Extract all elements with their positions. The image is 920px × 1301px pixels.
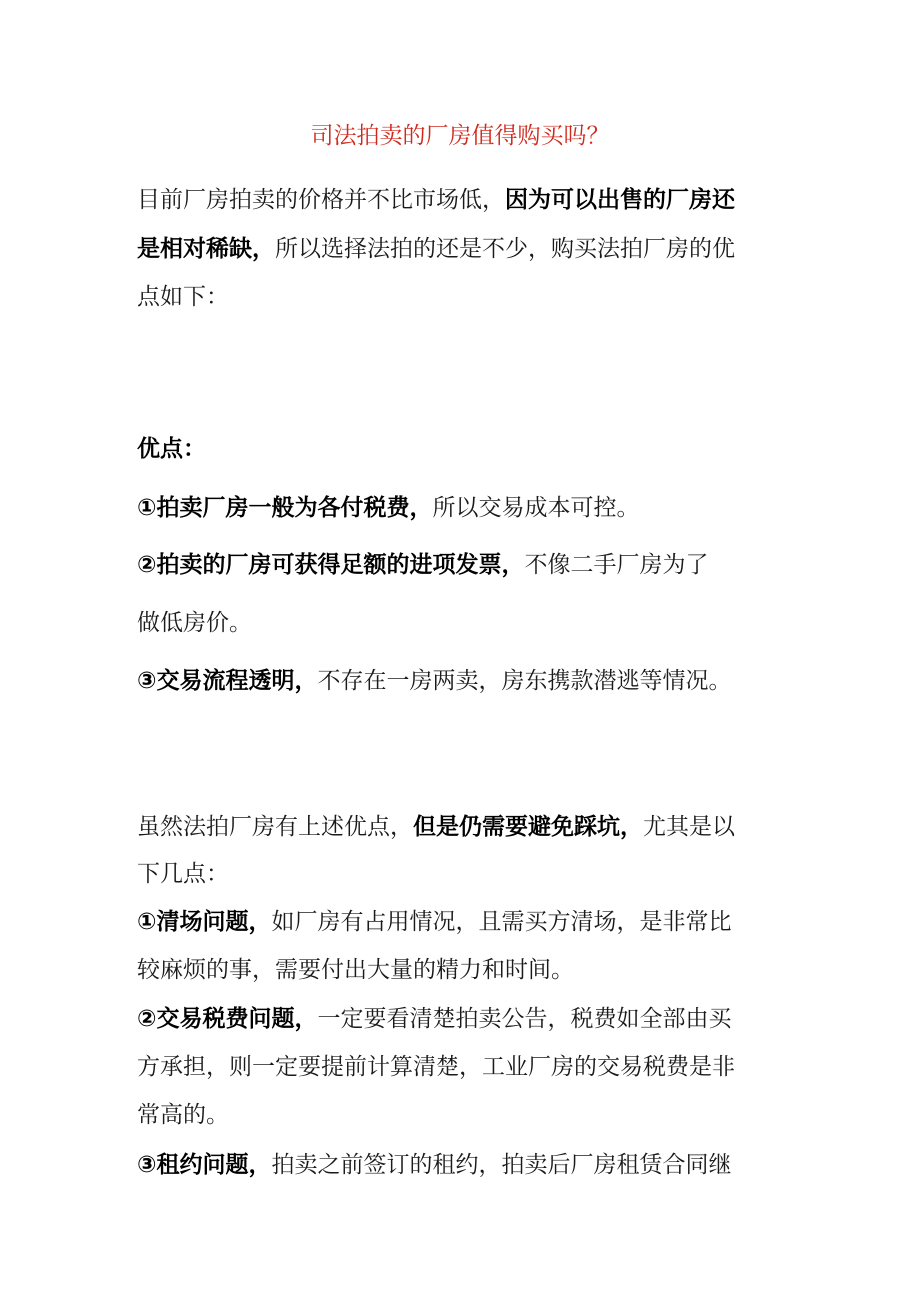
intro-line-2	[137, 232, 797, 266]
document-title: 司法拍卖的厂房值得购买吗？	[310, 123, 610, 149]
caution-text: 一定要看清楚拍卖公告，税费如全部由买	[317, 1006, 732, 1032]
cautions-intro-line-2: 下几点：	[137, 861, 229, 887]
advantage-item-2	[137, 548, 797, 582]
advantage-text: 所以交易成本可控。	[432, 495, 640, 521]
cautions-text: 尤其是以	[643, 814, 735, 840]
caution-item-1	[137, 905, 797, 939]
advantage-emphasis: ②拍卖的厂房可获得足额的进项发票，	[137, 552, 525, 578]
intro-line-3	[137, 280, 797, 314]
caution-emphasis: ③租约问题，	[137, 1152, 272, 1178]
intro-text: 所以选择法拍的还是不少，购买法拍厂房的优	[275, 236, 735, 262]
caution-emphasis: ①清场问题，	[137, 909, 272, 935]
intro-emphasis: 是相对稀缺，	[137, 236, 275, 262]
advantage-emphasis: ③交易流程透明，	[137, 668, 318, 694]
advantage-item-2-continued: 做低房价。	[137, 610, 252, 636]
caution-item-2-continued: 常高的。	[137, 1102, 229, 1128]
caution-item-1-continued: 较麻烦的事，需要付出大量的精力和时间。	[137, 957, 574, 983]
advantage-item-1	[137, 491, 797, 525]
cautions-text: 虽然法拍厂房有上述优点，	[137, 814, 413, 840]
advantages-heading: 优点：	[137, 436, 206, 462]
intro-text: 目前厂房拍卖的价格并不比市场低，	[137, 187, 505, 213]
intro-text: 点如下：	[137, 284, 229, 310]
advantage-emphasis: ①拍卖厂房一般为各付税费，	[137, 495, 433, 521]
caution-text: 拍卖之前签订的租约，拍卖后厂房租赁合同继	[271, 1152, 732, 1178]
cautions-intro-line-1	[137, 810, 797, 844]
caution-text: 如厂房有占用情况，且需买方清场，是非常比	[271, 909, 732, 935]
advantage-item-3	[137, 664, 797, 698]
caution-emphasis: ②交易税费问题，	[137, 1006, 318, 1032]
advantage-text: 不存在一房两卖，房东携款潜逃等情况。	[317, 668, 732, 694]
caution-item-3	[137, 1148, 797, 1182]
intro-line-1	[137, 183, 797, 217]
advantage-text: 不像二手厂房为了	[524, 552, 709, 578]
caution-item-2	[137, 1002, 797, 1036]
cautions-emphasis: 但是仍需要避免踩坑，	[413, 814, 643, 840]
intro-emphasis: 因为可以出售的厂房还	[505, 187, 735, 213]
caution-item-2-continued: 方承担，则一定要提前计算清楚，工业厂房的交易税费是非	[137, 1054, 735, 1080]
